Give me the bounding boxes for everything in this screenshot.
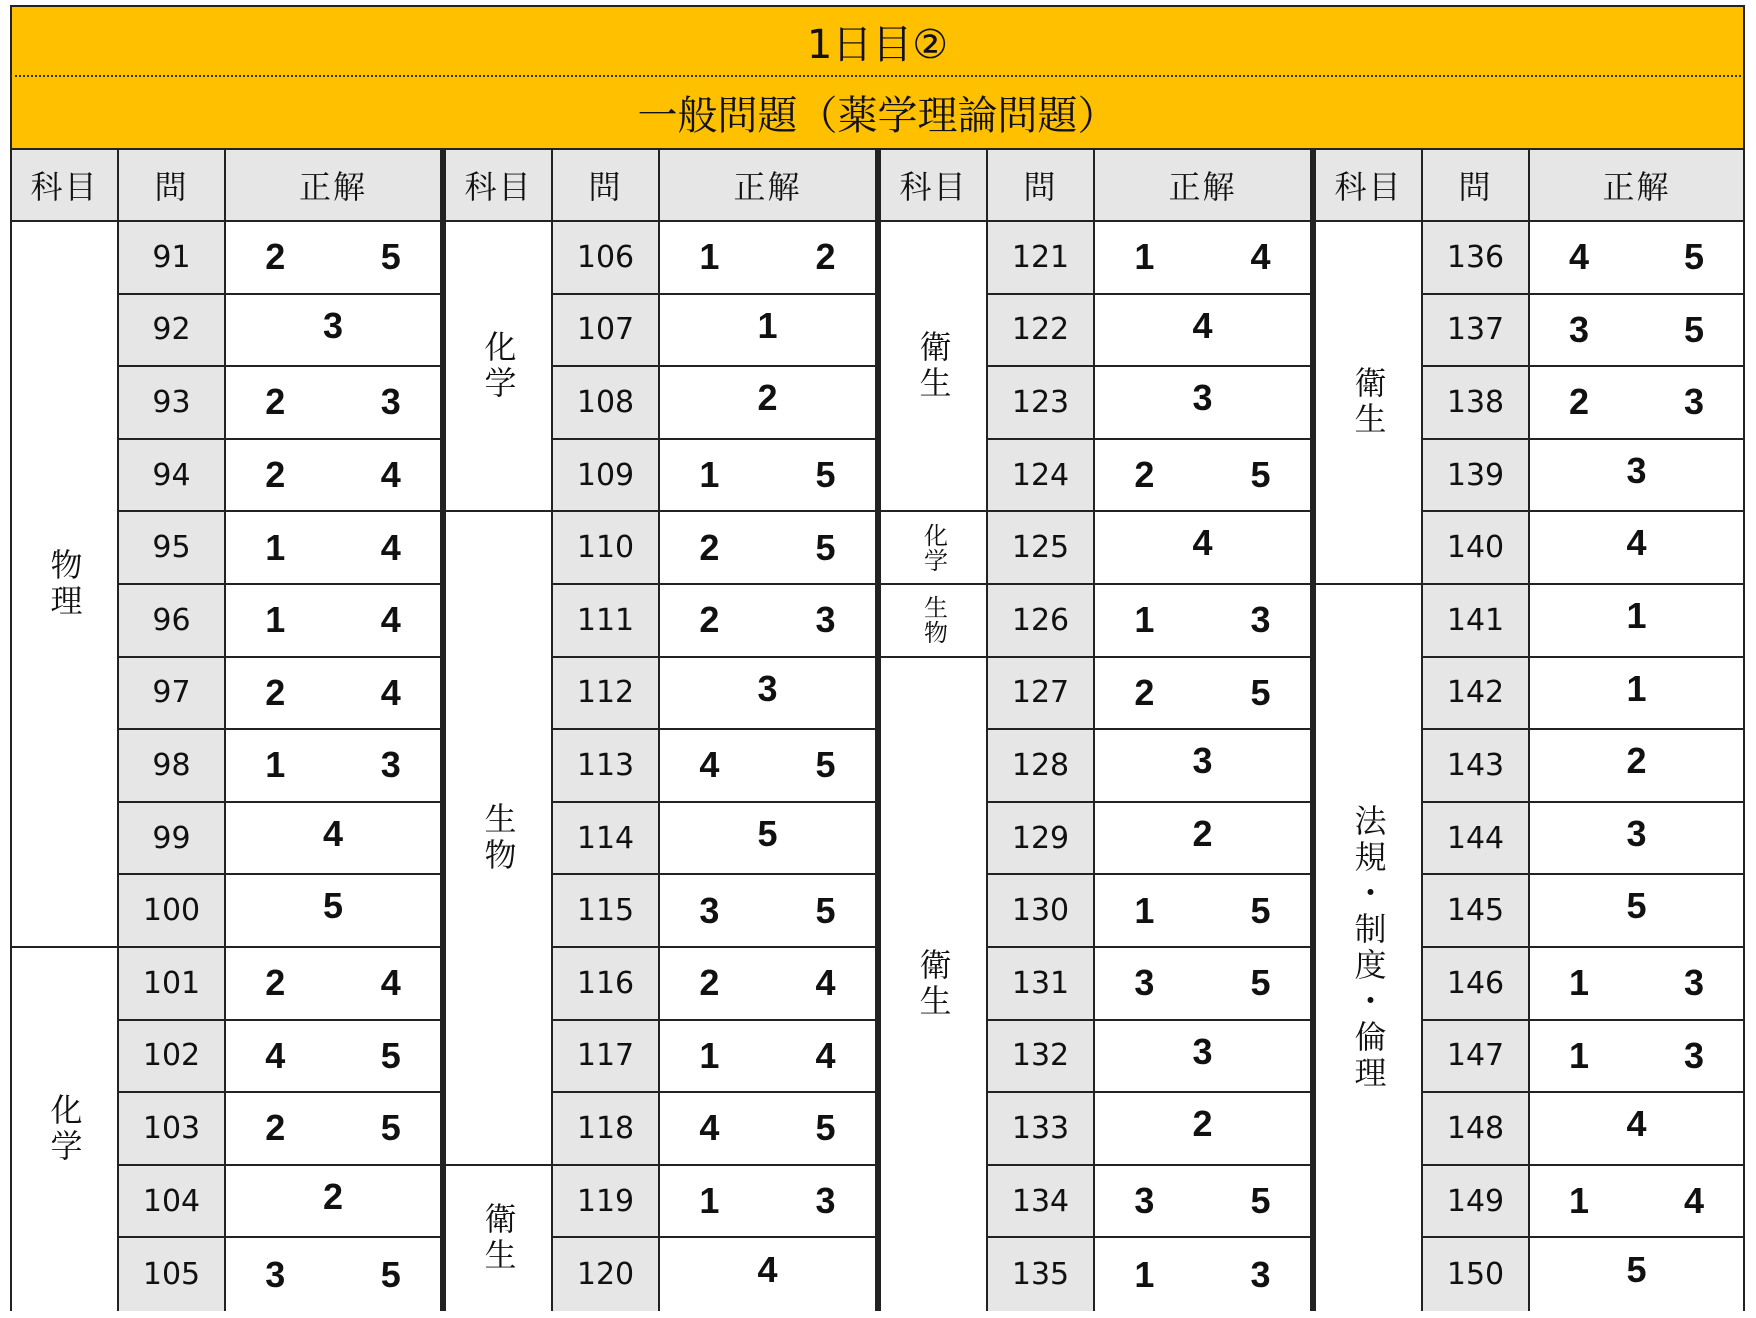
answer-choice: 3 [1683,962,1705,1004]
question-number: 129 [988,803,1095,876]
answer-choice: 1 [699,1180,720,1222]
table-group-3 [879,150,1312,1311]
answer-choice: 1 [699,236,720,278]
answer-cell [1530,658,1743,731]
answer-cell [226,585,440,658]
answer-cell [1530,295,1743,368]
answer-choice: 2 [699,599,720,641]
answer-choice: 3 [1250,599,1271,641]
answer-choice: 4 [815,962,836,1004]
answer-cell [1530,730,1743,803]
question-number: 115 [553,875,660,948]
question-number: 97 [119,658,226,731]
answer-cell [1095,875,1310,948]
answer-cell [1095,730,1310,803]
question-number: 143 [1423,730,1530,803]
answer-choice: 3 [815,599,836,641]
answer-cell [1530,948,1743,1021]
question-number: 147 [1423,1021,1530,1094]
answer-choice: 3 [1192,377,1213,419]
question-number: 106 [553,222,660,295]
subject-header: 科目 [881,150,988,222]
answer-cell [1530,440,1743,513]
question-number: 144 [1423,803,1530,876]
question-number: 148 [1423,1093,1530,1166]
subject-cell [881,585,988,658]
subject-header: 科目 [446,150,553,222]
question-number: 96 [119,585,226,658]
answer-cell [1095,1093,1310,1166]
answer-choice: 1 [699,1034,720,1076]
question-number: 108 [553,367,660,440]
subject-label: 衛生 [914,948,953,1021]
answer-choice: 4 [1568,236,1589,278]
question-header: 問 [1423,150,1530,222]
question-number: 94 [119,440,226,513]
question-number: 95 [119,512,226,585]
answer-choice: 5 [380,1034,401,1076]
answer-choice: 1 [265,599,286,641]
answer-cell [1530,803,1743,876]
answer-choice: 3 [380,381,401,423]
answer-cell [226,222,440,295]
answer-cell [660,875,875,948]
question-header: 問 [119,150,226,222]
answer-choice: 2 [699,526,720,568]
answer-cell [1530,1238,1743,1311]
answer-cell [1530,585,1743,658]
answer-cell [660,367,875,440]
question-number: 141 [1423,585,1530,658]
answer-choice: 1 [1626,595,1647,637]
subject-label: 衛生 [479,1202,518,1275]
question-number: 112 [553,658,660,731]
answer-cell [1095,222,1310,295]
question-number: 99 [119,803,226,876]
answer-cell [660,440,875,513]
answer-choice: 5 [1683,236,1705,278]
answer-cell [226,1166,440,1239]
answer-cell [1095,585,1310,658]
answer-cell [226,367,440,440]
question-header: 問 [988,150,1095,222]
answer-choice: 3 [1683,381,1705,423]
question-number: 124 [988,440,1095,513]
answer-choice: 3 [1683,1034,1705,1076]
answer-cell [660,1093,875,1166]
answer-cell [660,1238,875,1311]
answer-choice: 4 [1192,522,1213,564]
answer-cell [226,730,440,803]
answer-choice: 3 [699,889,720,931]
answer-choice: 4 [322,812,344,854]
answer-cell [1530,1021,1743,1094]
answer-choice: 1 [1134,1253,1155,1295]
answer-cell [1095,658,1310,731]
question-number: 125 [988,512,1095,585]
answer-choice: 3 [322,304,344,346]
subject-label: 衛生 [914,330,953,403]
answer-cell [1095,367,1310,440]
answer-cell [660,1166,875,1239]
answer-choice: 4 [1192,304,1213,346]
answer-cell [226,948,440,1021]
answer-choice: 4 [380,454,401,496]
answer-choice: 4 [265,1034,286,1076]
answer-cell [1095,440,1310,513]
question-number: 150 [1423,1238,1530,1311]
answer-cell [1530,222,1743,295]
answer-choice: 5 [815,1107,836,1149]
question-number: 126 [988,585,1095,658]
question-number: 137 [1423,295,1530,368]
answer-choice: 1 [1568,1034,1589,1076]
question-number: 131 [988,948,1095,1021]
question-number: 130 [988,875,1095,948]
answer-choice: 4 [380,671,401,713]
question-number: 134 [988,1166,1095,1239]
question-number: 138 [1423,367,1530,440]
answer-cell [1095,295,1310,368]
subject-cell [881,658,988,1311]
answer-choice: 5 [322,885,344,927]
answer-choice: 2 [265,962,286,1004]
answer-choice: 2 [1192,812,1213,854]
subject-header: 科目 [1316,150,1423,222]
answer-cell [1095,1238,1310,1311]
question-number: 145 [1423,875,1530,948]
answer-cell [660,1021,875,1094]
answer-choice: 3 [1626,812,1647,854]
answer-choice: 5 [1250,962,1271,1004]
answer-choice: 5 [757,812,778,854]
answer-header: 正解 [1530,150,1743,222]
answer-cell [226,295,440,368]
answer-cell [1095,803,1310,876]
subject-label: 生物 [919,595,948,646]
question-number: 140 [1423,512,1530,585]
subject-cell [446,222,553,512]
answer-choice: 4 [380,962,401,1004]
answer-choice: 1 [1134,889,1155,931]
answer-cell [660,222,875,295]
answer-choice: 5 [1626,885,1647,927]
subject-cell [1316,585,1423,1311]
answer-choice: 4 [815,1034,836,1076]
question-number: 109 [553,440,660,513]
answer-choice: 3 [380,744,401,786]
answer-choice: 2 [1134,454,1155,496]
question-number: 105 [119,1238,226,1311]
subject-label: 化学 [479,330,518,403]
answer-choice: 4 [1626,1103,1647,1145]
answer-choice: 5 [380,1107,401,1149]
subject-cell [12,948,119,1311]
answer-cell [660,585,875,658]
question-number: 100 [119,875,226,948]
question-number: 133 [988,1093,1095,1166]
question-number: 110 [553,512,660,585]
question-number: 146 [1423,948,1530,1021]
question-number: 101 [119,948,226,1021]
answer-choice: 5 [815,454,836,496]
question-number: 114 [553,803,660,876]
question-number: 113 [553,730,660,803]
question-number: 142 [1423,658,1530,731]
answer-choice: 1 [757,304,778,346]
answer-choice: 4 [1250,236,1271,278]
question-number: 119 [553,1166,660,1239]
question-number: 127 [988,658,1095,731]
answer-choice: 5 [815,889,836,931]
answer-choice: 2 [265,381,286,423]
answer-cell [660,658,875,731]
answer-choice: 2 [757,377,778,419]
subject-cell [446,512,553,1165]
answer-choice: 2 [265,454,286,496]
answer-cell [660,803,875,876]
question-number: 92 [119,295,226,368]
answer-choice: 2 [1134,671,1155,713]
subject-cell [1316,222,1423,585]
answer-choice: 2 [1568,381,1589,423]
question-number: 117 [553,1021,660,1094]
day-title: 1日目② [10,5,1745,77]
answer-choice: 3 [1250,1253,1271,1295]
answer-choice: 1 [1626,667,1647,709]
subject-label: 化学 [919,522,948,573]
question-number: 136 [1423,222,1530,295]
subject-header: 科目 [12,150,119,222]
answer-cell [660,295,875,368]
answer-choice: 5 [1250,1180,1271,1222]
answer-choice: 3 [1134,1180,1155,1222]
question-header: 問 [553,150,660,222]
answer-choice: 2 [1626,740,1647,782]
answer-choice: 2 [1192,1103,1213,1145]
answer-choice: 4 [1683,1180,1705,1222]
answer-cell [1530,1166,1743,1239]
answer-choice: 1 [265,526,286,568]
question-number: 122 [988,295,1095,368]
question-number: 102 [119,1021,226,1094]
answer-cell [226,1021,440,1094]
answer-choice: 3 [1626,449,1647,491]
subject-cell [446,1166,553,1311]
answer-cell [226,658,440,731]
answer-cell [1530,875,1743,948]
answer-choice: 2 [699,962,720,1004]
question-number: 116 [553,948,660,1021]
question-number: 107 [553,295,660,368]
answer-choice: 4 [380,526,401,568]
answer-choice: 1 [265,744,286,786]
question-number: 118 [553,1093,660,1166]
question-number: 120 [553,1238,660,1311]
answer-choice: 5 [1250,454,1271,496]
subject-label: 物理 [45,547,84,620]
answer-choice: 5 [380,1253,401,1295]
table-group-4 [1314,150,1745,1311]
answer-choice: 2 [265,671,286,713]
question-number: 121 [988,222,1095,295]
answer-choice: 2 [265,1107,286,1149]
subject-cell [881,512,988,585]
answer-choice: 3 [1134,962,1155,1004]
answer-cell [226,875,440,948]
question-number: 91 [119,222,226,295]
subject-label: 化学 [45,1093,84,1166]
answer-cell [660,730,875,803]
question-number: 111 [553,585,660,658]
answer-key-sheet [10,5,1745,1311]
subject-cell [881,222,988,512]
question-number: 103 [119,1093,226,1166]
answer-cell [1095,1166,1310,1239]
answer-cell [660,512,875,585]
answer-cell [226,1093,440,1166]
answer-choice: 3 [1192,1030,1213,1072]
answer-cell [1530,367,1743,440]
answer-choice: 5 [815,526,836,568]
subject-label: 法規・制度・倫理 [1349,803,1388,1092]
answer-cell [1095,948,1310,1021]
answer-choice: 4 [380,599,401,641]
question-number: 149 [1423,1166,1530,1239]
answer-choice: 2 [265,236,286,278]
section-title: 一般問題（薬学理論問題） [10,77,1745,150]
subject-label: 衛生 [1349,366,1388,439]
answer-choice: 3 [815,1180,836,1222]
question-number: 132 [988,1021,1095,1094]
answer-cell [1530,1093,1743,1166]
answer-choice: 4 [757,1249,778,1291]
answer-choice: 5 [1683,308,1705,350]
answer-choice: 1 [1568,1180,1589,1222]
answer-header: 正解 [660,150,875,222]
answer-choice: 5 [380,236,401,278]
answer-cell [226,1238,440,1311]
subject-label: 生物 [479,802,518,875]
answer-choice: 1 [1134,599,1155,641]
question-number: 98 [119,730,226,803]
answer-choice: 5 [815,744,836,786]
answer-table [10,150,1745,1311]
answer-cell [660,948,875,1021]
answer-choice: 2 [322,1175,344,1217]
table-group-2 [444,150,877,1311]
answer-cell [1530,512,1743,585]
answer-cell [226,803,440,876]
answer-choice: 4 [699,1107,720,1149]
question-number: 135 [988,1238,1095,1311]
answer-cell [1095,512,1310,585]
question-number: 104 [119,1166,226,1239]
answer-choice: 2 [815,236,836,278]
question-number: 93 [119,367,226,440]
answer-choice: 4 [699,744,720,786]
answer-choice: 5 [1250,889,1271,931]
subject-cell [12,222,119,948]
answer-cell [226,512,440,585]
question-number: 123 [988,367,1095,440]
table-group-1 [10,150,442,1311]
answer-choice: 5 [1626,1249,1647,1291]
answer-choice: 1 [699,454,720,496]
answer-choice: 3 [1192,740,1213,782]
answer-choice: 1 [1568,962,1589,1004]
question-number: 128 [988,730,1095,803]
answer-header: 正解 [226,150,440,222]
answer-choice: 3 [757,667,778,709]
answer-header: 正解 [1095,150,1310,222]
answer-choice: 5 [1250,671,1271,713]
answer-choice: 3 [1568,308,1589,350]
answer-choice: 1 [1134,236,1155,278]
answer-cell [1095,1021,1310,1094]
answer-choice: 4 [1626,522,1647,564]
answer-choice: 3 [265,1253,286,1295]
answer-cell [226,440,440,513]
question-number: 139 [1423,440,1530,513]
